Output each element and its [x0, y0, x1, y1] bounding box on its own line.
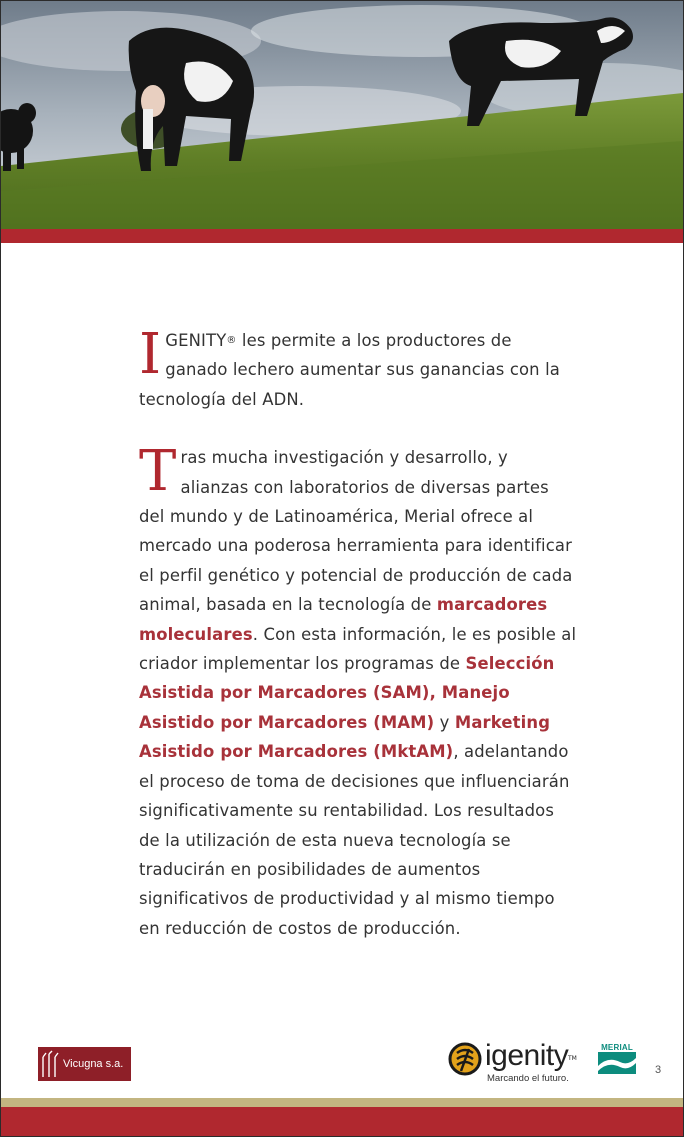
- highlight-sam-mam: Selección Asistida por Marcadores (SAM), Manejo Asistido por Marcadores (MAM): [139, 654, 555, 732]
- igenity-logo: [447, 1039, 577, 1089]
- merial-emblem-icon: [598, 1052, 636, 1074]
- header-band: [1, 229, 683, 243]
- body-text: [139, 322, 579, 943]
- igenity-wordmark: igenity: [485, 1039, 569, 1072]
- merial-wordmark: MERIAL: [601, 1043, 633, 1052]
- brand-name: GENITY: [165, 331, 227, 350]
- main-text-2: . Con esta información, le es posible al criador implementar los programas de: [139, 624, 577, 674]
- hero-photo: [1, 1, 683, 229]
- dropcap-t: T: [139, 439, 177, 505]
- footer-red-band: [1, 1107, 683, 1136]
- trademark-mark: TM: [568, 1055, 577, 1062]
- igenity-emblem-icon: [447, 1041, 483, 1077]
- footer-tan-band: [1, 1098, 683, 1107]
- dropcap-i: I: [139, 322, 162, 387]
- merial-logo: [598, 1043, 636, 1073]
- highlight-marcadores: marcadores moleculares: [139, 595, 548, 644]
- igenity-tagline: Marcando el futuro.: [487, 1073, 569, 1084]
- main-text-3: y: [434, 712, 455, 732]
- vicugna-logo: [38, 1047, 131, 1081]
- main-paragraph: [139, 439, 579, 943]
- registered-mark: ®: [226, 335, 237, 346]
- main-text-1: ras mucha investigación y desarrollo, y alianzas con laboratorios de diversas partes del mundo y de Latinoamérica, Merial ofrece al mercado una poderosa herramienta para identificar el perfil genético y potencial de producción de cada animal, basada en la tecnología de: [139, 448, 573, 615]
- vicugna-name: Vicugna s.a.: [63, 1058, 124, 1070]
- highlight-mktam: Marketing Asistido por Marcadores (MktAM): [139, 712, 551, 762]
- main-text-4: , adelantando el proceso de toma de decisiones que influenciarán significativamente su rentabilidad. Los resultados de la utilización de esta nueva tecnología se traducirán en posibilidades de aumentos significativos de productividad y al mismo tiempo en reducción de costos de producción.: [139, 742, 570, 938]
- vicugna-emblem-icon: [38, 1049, 60, 1079]
- intro-text: les permite a los productores de ganado lechero aumentar sus ganancias con la tecnología del ADN.: [139, 331, 560, 409]
- intro-paragraph: [139, 322, 579, 414]
- page-number: 3: [655, 1064, 662, 1076]
